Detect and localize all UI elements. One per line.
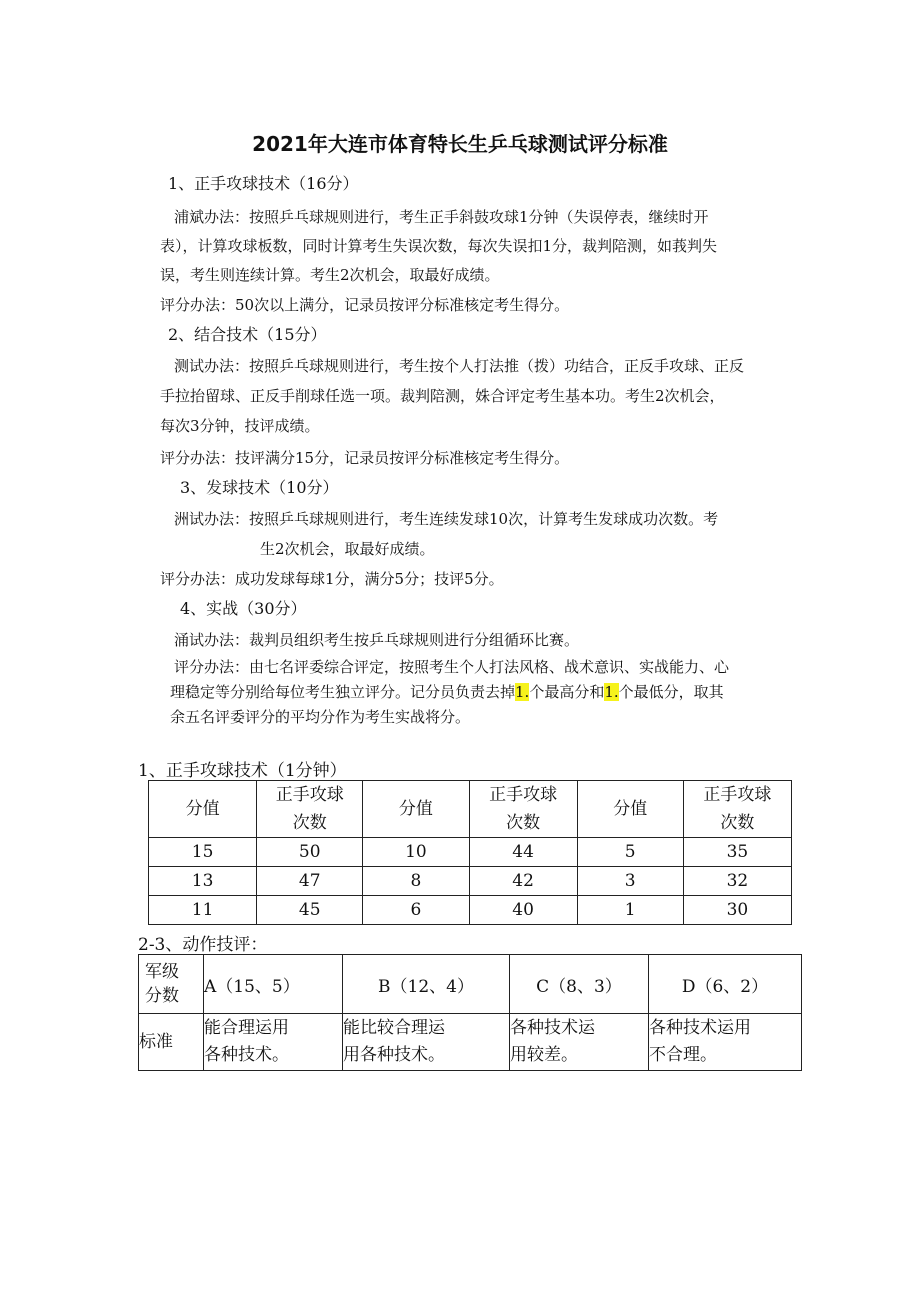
table-2-heading: 2-3、动作技评：	[138, 935, 268, 955]
table-cell: 42	[469, 867, 577, 896]
section-3-text: 洲试办法：按照乒乓球规则进行，考生连续发球10次，计算考生发球成功次数。考	[174, 510, 719, 528]
table-1-heading: 1、正手攻球技术（1分钟）	[138, 761, 347, 781]
header-text: 分值	[185, 799, 220, 819]
header-text: 正手攻球	[275, 785, 344, 805]
table-cell: 5	[577, 838, 683, 867]
standard-text: 能合理运用	[204, 1018, 289, 1038]
section-2-scoring: 评分办法：技评满分15分，记录员按评分标准核定考生得分。	[160, 449, 570, 467]
section-1-scoring: 评分办法：50次以上满分，记录员按评分标准核定考生得分。	[160, 296, 570, 314]
forehand-score-table	[148, 780, 792, 925]
header-text: 次数	[292, 813, 327, 833]
technique-rating-table	[138, 954, 802, 1071]
grade-cell: C（8、3）	[510, 955, 649, 1014]
header-text: 正手攻球	[703, 785, 772, 805]
corner-text: 分数	[145, 986, 179, 1006]
section-1-text: 表），计算攻球板数，同时计算考生失误次数，每次失误扣1分，裁判陪测，如莪判失	[160, 237, 718, 255]
table-cell: 30	[683, 896, 791, 925]
standard-cell	[510, 1014, 649, 1071]
grade-cell: B（12、4）	[343, 955, 510, 1014]
table-cell: 40	[469, 896, 577, 925]
standard-cell	[343, 1014, 510, 1071]
section-2-heading: 2、结合技术（15分）	[168, 325, 327, 344]
section-2-text: 手拉抬留球、正反手削球任选一项。裁判陪测，姝合评定考生基本功。考生2次机会，	[160, 387, 725, 405]
standard-text: 用较差。	[510, 1045, 578, 1065]
standard-text: 各种技术运用	[649, 1018, 751, 1038]
table-cell: 10	[363, 838, 469, 867]
section-4-text	[170, 682, 724, 702]
row-label: 标准	[139, 1014, 204, 1071]
text-span: 个最高分和	[529, 683, 605, 701]
section-2-text: 测试办法：按照乒乓球规则进行，考生按个人打法推（拨）功结合，正反手攻球、正反	[174, 357, 745, 375]
section-4-text: 余五名评委评分的平均分作为考生实战将分。	[170, 708, 471, 726]
header-text: 次数	[720, 813, 755, 833]
header-text: 次数	[506, 813, 541, 833]
standard-cell	[204, 1014, 343, 1071]
header-cell	[683, 781, 791, 838]
table-row	[149, 838, 792, 867]
header-cell	[257, 781, 363, 838]
standard-text: 各种技术。	[204, 1045, 289, 1065]
page-title: 2021年大连市体育特长生乒乓球测试评分标准	[252, 132, 668, 156]
section-1-text: 误，考生则连续计算。考生2次机会，取最好成绩。	[160, 266, 500, 284]
section-3-heading: 3、发球技术（10分）	[180, 478, 339, 497]
table-row	[139, 1014, 802, 1071]
text-span: 个最低分，取其	[618, 683, 724, 701]
highlight: 1.	[604, 683, 619, 701]
table-cell: 6	[363, 896, 469, 925]
header-cell	[149, 781, 257, 838]
section-4-text: 评分办法：由七名评委综合评定，按照考生个人打法风格、战术意识、实战能力、心	[174, 658, 730, 676]
corner-text: 军级	[145, 962, 179, 982]
table-header-row	[149, 781, 792, 838]
section-4-heading: 4、实战（30分）	[180, 599, 307, 618]
table-header-row	[139, 955, 802, 1014]
table-cell: 50	[257, 838, 363, 867]
table-cell: 47	[257, 867, 363, 896]
table-row	[149, 867, 792, 896]
table-cell: 15	[149, 838, 257, 867]
section-2-text: 每次3分钟，技评成绩。	[160, 417, 320, 435]
grade-cell: D（6、2）	[649, 955, 802, 1014]
table-cell: 32	[683, 867, 791, 896]
standard-text: 各种技术运	[510, 1018, 595, 1038]
section-4-text: 涌试办法：裁判员组织考生按乒乓球规则进行分组循环比赛。	[174, 631, 580, 649]
table-cell: 35	[683, 838, 791, 867]
header-cell	[363, 781, 469, 838]
table-cell: 1	[577, 896, 683, 925]
text-span: 理稳定等分别给每位考生独立评分。记分员负责去掉	[170, 683, 516, 701]
table-cell: 13	[149, 867, 257, 896]
header-text: 正手攻球	[489, 785, 558, 805]
section-3-text: 生2次机会，取最好成绩。	[260, 540, 435, 558]
section-3-scoring: 评分办法：成功发球每球1分，满分5分；技评5分。	[160, 570, 504, 588]
header-text: 分值	[613, 799, 648, 819]
table-cell: 8	[363, 867, 469, 896]
table-cell: 45	[257, 896, 363, 925]
standard-text: 用各种技术。	[343, 1045, 445, 1065]
table-cell: 11	[149, 896, 257, 925]
highlight: 1.	[515, 683, 530, 701]
section-1-heading: 1、正手攻球技术（16分）	[168, 174, 359, 193]
section-1-text: 浦斌办法：按照乒乓球规则进行，考生正手斜鼓攻球1分钟（失误停表，继续时开	[174, 208, 709, 226]
table-cell: 44	[469, 838, 577, 867]
table-cell: 3	[577, 867, 683, 896]
header-text: 分值	[398, 799, 433, 819]
table-row	[149, 896, 792, 925]
standard-text: 能比较合理运	[343, 1018, 445, 1038]
corner-cell	[139, 955, 204, 1014]
standard-text: 不合理。	[649, 1045, 717, 1065]
standard-cell	[649, 1014, 802, 1071]
grade-cell: A（15、5）	[204, 955, 343, 1014]
header-cell	[577, 781, 683, 838]
header-cell	[469, 781, 577, 838]
